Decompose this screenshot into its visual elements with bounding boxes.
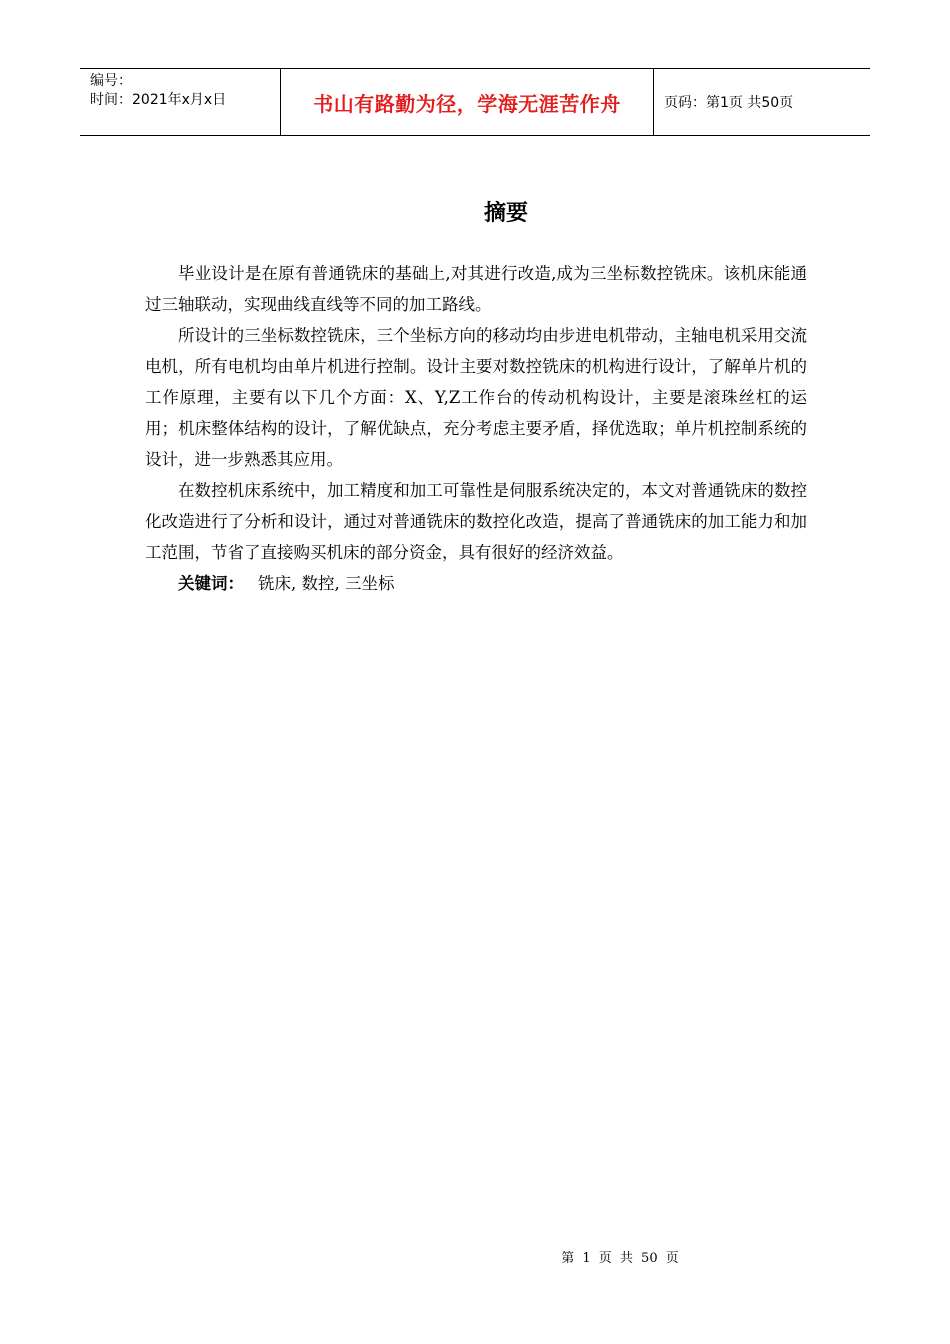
document-number-label: 编号：: [90, 73, 132, 89]
header-motto-cell: [281, 69, 654, 135]
abstract-paragraph: 所设计的三坐标数控铣床，三个坐标方向的移动均由步进电机带动，主轴电机采用交流电机，所有电机均由单片机进行控制。设计主要对数控铣床的机构进行设计，了解单片机的工作原理，主要有以下几个方面：X、Y,Z工作台的传动机构设计，主要是滚珠丝杠的运用；机床整体结构的设计，了解优缺点，充分考虑主要矛盾，择优选取；单片机控制系统的设计，进一步熟悉其应用。: [145, 326, 807, 469]
header-page-cell: [654, 69, 870, 135]
abstract-paragraph: 毕业设计是在原有普通铣床的基础上,对其进行改造,成为三坐标数控铣床。该机床能通过三轴联动，实现曲线直线等不同的加工路线。: [145, 264, 807, 314]
document-time-label: 时间：2021年x月x日: [90, 92, 227, 108]
header-motto: 书山有路勤为径，学海无涯苦作舟: [313, 91, 621, 116]
abstract-title: 摘要: [483, 201, 528, 226]
keywords-label: 关键词：: [178, 574, 244, 593]
page-header: [80, 68, 870, 136]
abstract-body: [145, 258, 807, 599]
header-meta-cell: [80, 69, 281, 135]
keywords-values: 铣床, 数控, 三坐标: [258, 574, 395, 593]
keywords-line: [145, 568, 807, 599]
abstract-paragraph: 在数控机床系统中，加工精度和加工可靠性是伺服系统决定的，本文对普通铣床的数控化改造进行了分析和设计，通过对普通铣床的数控化改造，提高了普通铣床的加工能力和加工范围，节省了直接购买机床的部分资金，具有很好的经济效益。: [145, 481, 807, 562]
page-footer: 第 1 页 共 50 页: [561, 1251, 679, 1266]
header-page-code: 页码：第1页 共50页: [664, 95, 794, 111]
